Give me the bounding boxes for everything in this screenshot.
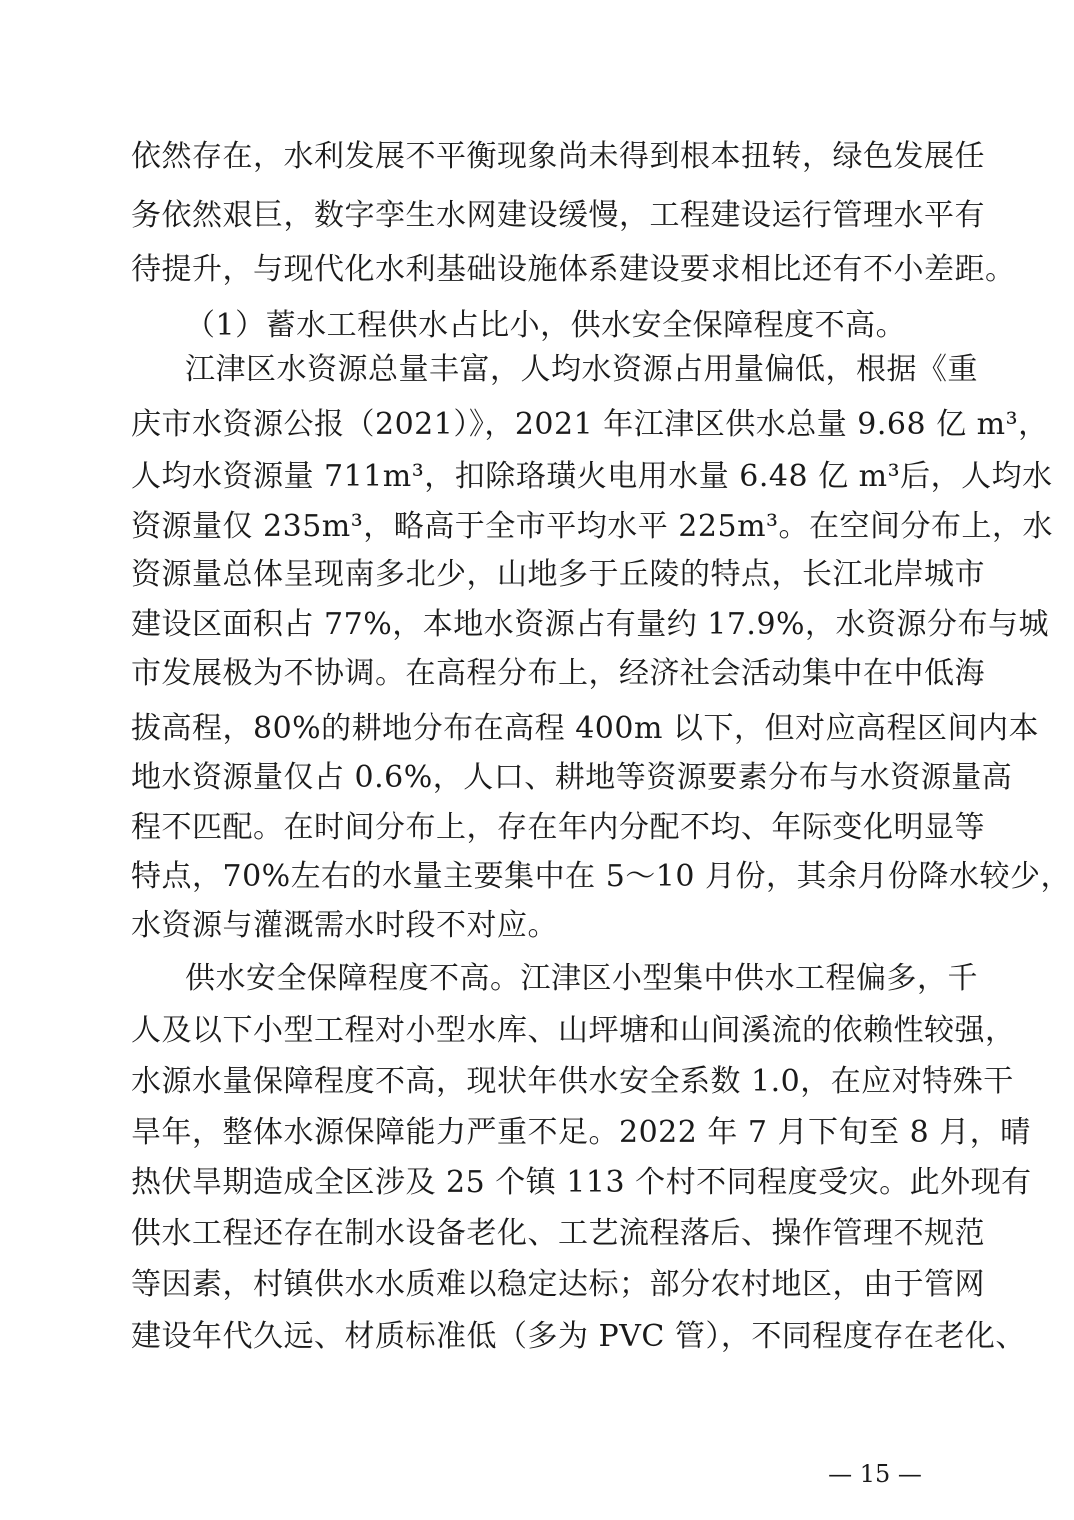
text-line: 拔高程，80%的耕地分布在高程 400m 以下，但对应高程区间内本 [131,711,1039,746]
text-line: 资源量仅 235m³，略高于全市平均水平 225m³。在空间分布上，水 [131,509,1054,544]
text-line: 人及以下小型工程对小型水库、山坪塘和山间溪流的依赖性较强， [131,1013,1016,1048]
text-line: 依然存在，水利发展不平衡现象尚未得到根本扭转，绿色发展任 [131,139,985,174]
text-line: 水源水量保障程度不高，现状年供水安全系数 1.0，在应对特殊干 [131,1064,1014,1099]
text-line: 庆市水资源公报（2021）》，2021 年江津区供水总量 9.68 亿 m³， [131,407,1049,442]
text-line: 待提升，与现代化水利基础设施体系建设要求相比还有不小差距。 [131,252,1016,287]
text-line: 旱年，整体水源保障能力严重不足。2022 年 7 月下旬至 8 月，晴 [131,1115,1031,1150]
text-line: 建设区面积占 77%，本地水资源占有量约 17.9%，水资源分布与城 [131,607,1050,642]
page-number: — 15 — [828,1460,922,1488]
text-line: 地水资源量仅占 0.6%，人口、耕地等资源要素分布与水资源量高 [131,760,1013,795]
section-heading: （1）蓄水工程供水占比小，供水安全保障程度不高。 [185,308,907,343]
text-line: 程不匹配。在时间分布上，存在年内分配不均、年际变化明显等 [131,810,985,845]
text-line: 供水安全保障程度不高。江津区小型集中供水工程偏多，千 [185,961,978,996]
text-line: 市发展极为不协调。在高程分布上，经济社会活动集中在中低海 [131,656,985,691]
text-line: 资源量总体呈现南多北少，山地多于丘陵的特点，长江北岸城市 [131,557,985,592]
text-line: 务依然艰巨，数字孪生水网建设缓慢，工程建设运行管理水平有 [131,198,985,233]
text-line: 人均水资源量 711m³，扣除珞璜火电用水量 6.48 亿 m³后，人均水 [131,459,1053,494]
text-line: 水资源与灌溉需水时段不对应。 [131,908,558,943]
text-line: 供水工程还存在制水设备老化、工艺流程落后、操作管理不规范 [131,1216,985,1251]
text-line: 特点，70%左右的水量主要集中在 5～10 月份，其余月份降水较少， [131,859,1072,894]
text-line: 建设年代久远、材质标准低（多为 PVC 管），不同程度存在老化、 [131,1319,1026,1354]
text-line: 江津区水资源总量丰富，人均水资源占用量偏低，根据《重 [185,352,978,387]
text-line: 热伏旱期造成全区涉及 25 个镇 113 个村不同程度受灾。此外现有 [131,1165,1032,1200]
text-line: 等因素，村镇供水水质难以稳定达标；部分农村地区，由于管网 [131,1267,985,1302]
